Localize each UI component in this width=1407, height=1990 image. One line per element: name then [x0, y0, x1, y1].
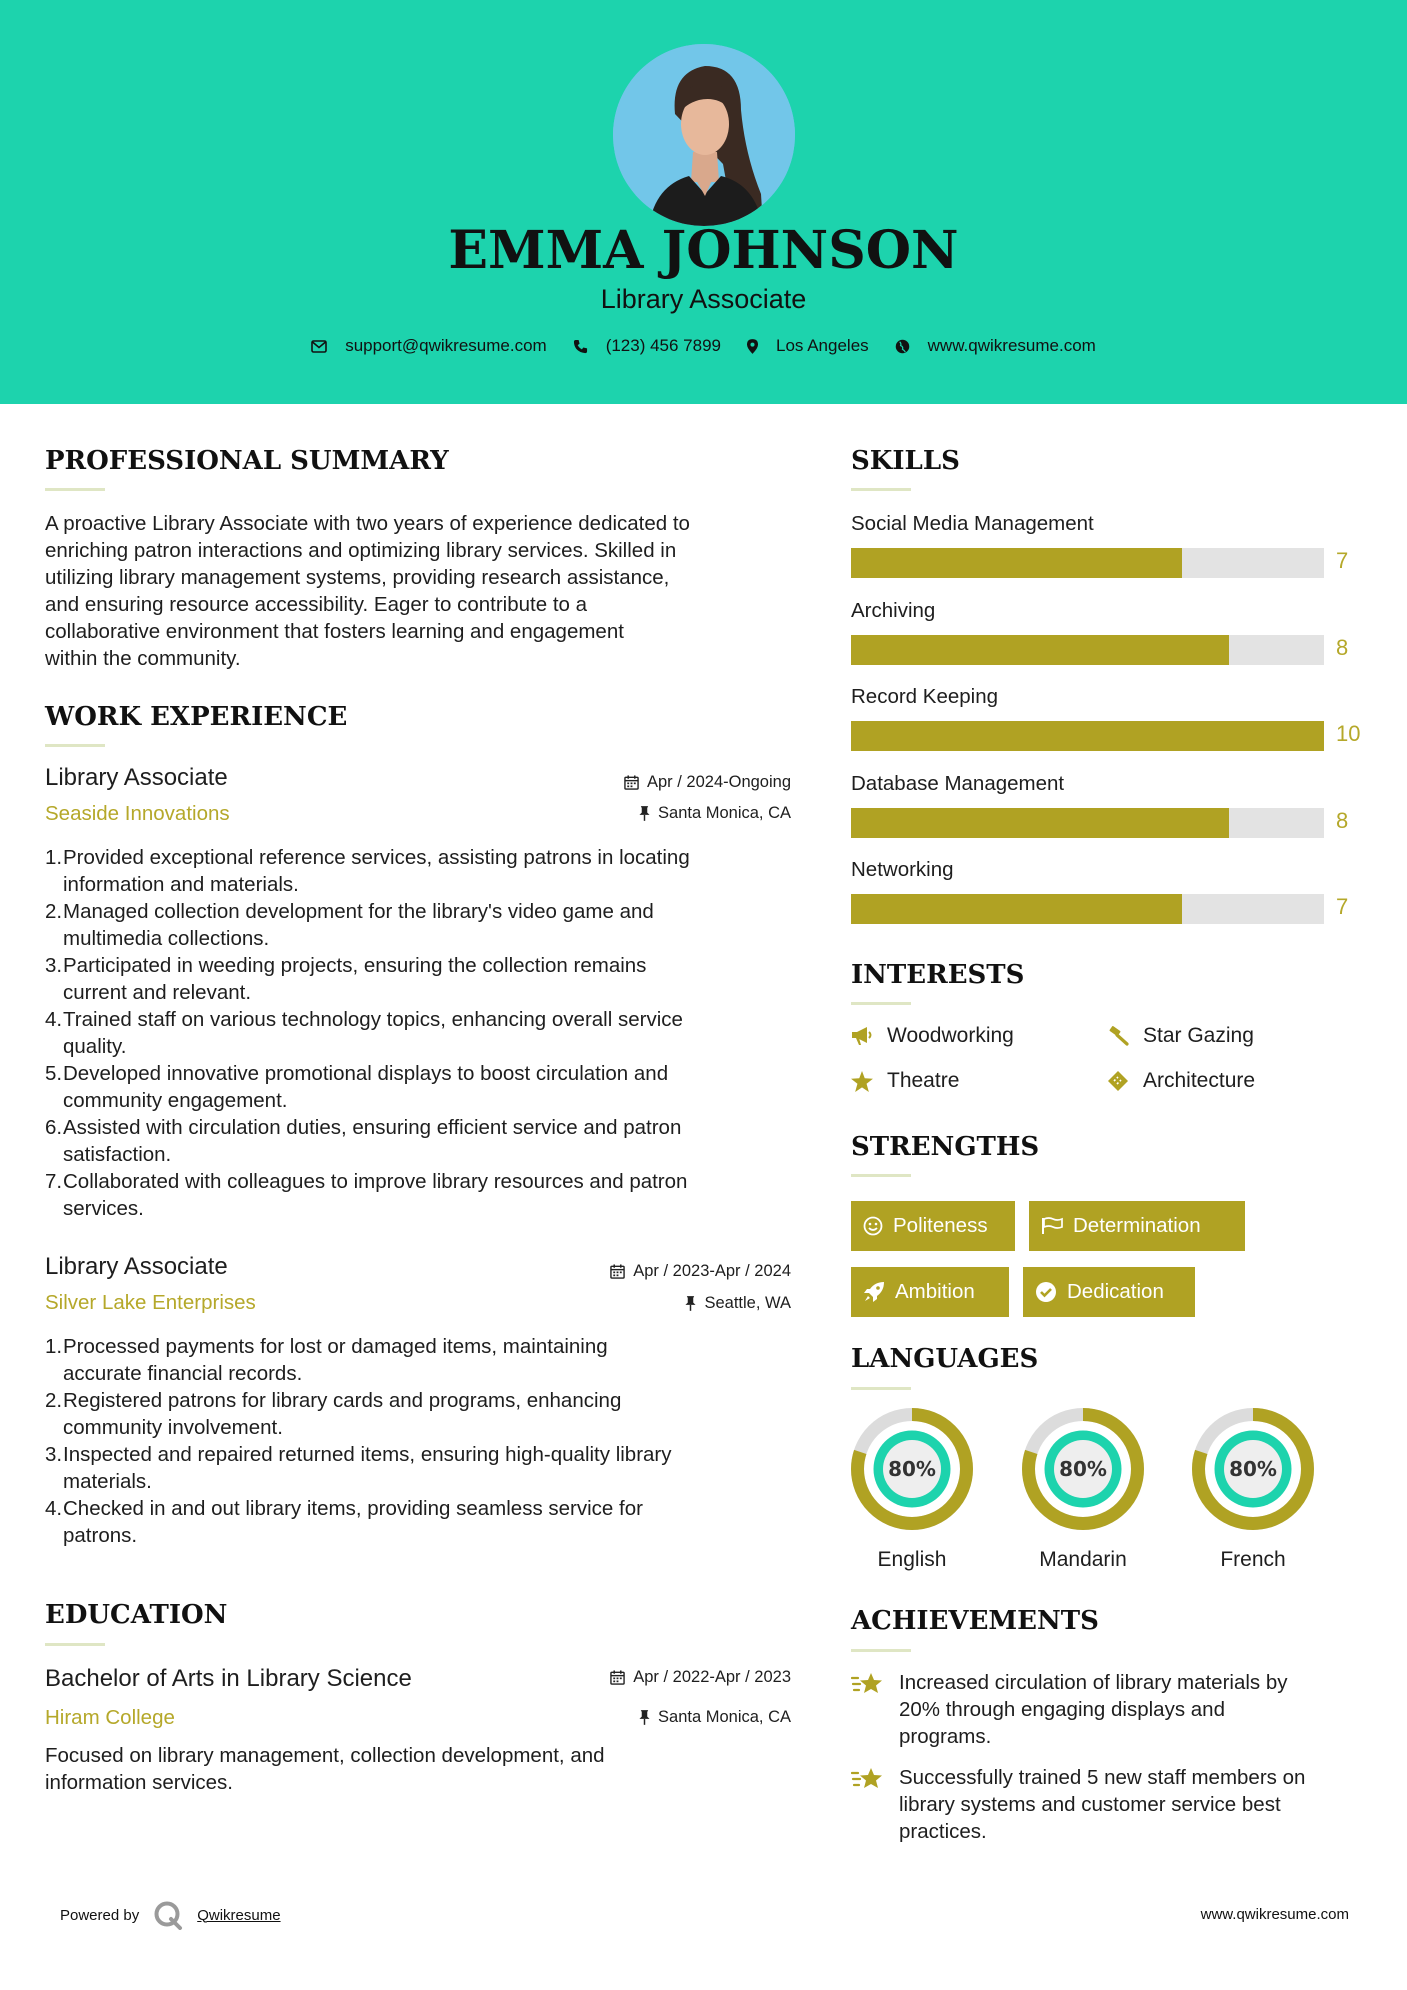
calendar-icon — [624, 775, 639, 790]
strength-label: Dedication — [1067, 1280, 1164, 1303]
summary-line: utilizing library management systems, providing research assistance, — [45, 566, 670, 589]
interest-label: Star Gazing — [1143, 1024, 1254, 1047]
strengths-heading: STRENGTHS — [851, 1132, 1040, 1162]
skill-label: Archiving — [851, 598, 936, 622]
language-donut — [851, 1408, 973, 1530]
strength-chip — [1029, 1201, 1245, 1251]
education-description — [45, 1742, 791, 1796]
skills-heading: SKILLS — [851, 446, 960, 476]
pin-icon — [639, 806, 650, 821]
flag-icon — [1041, 1217, 1063, 1235]
list-item: 3. Participated in weeding projects, ensuring the collection remains current and relevant. — [45, 954, 647, 1004]
degree-title: Bachelor of Arts in Library Science — [45, 1665, 412, 1692]
skill-label: Database Management — [851, 771, 1065, 795]
language-item — [851, 1408, 973, 1571]
list-item: 3. Inspected and repaired returned items, ensuring high-quality library materials. — [45, 1443, 672, 1493]
list-item: 7. Collaborated with colleagues to improve library resources and patron services. — [45, 1170, 688, 1220]
gavel-icon — [1107, 1026, 1129, 1046]
skill-bar-track — [851, 894, 1324, 924]
summary-line: A proactive Library Associate with two years of experience dedicated to — [45, 512, 690, 535]
section-rule — [851, 1649, 911, 1652]
list-item: 1. Processed payments for lost or damaged items, maintaining accurate financial records. — [45, 1335, 608, 1385]
strength-label: Politeness — [893, 1214, 988, 1237]
job-location — [639, 804, 791, 823]
skill-value: 7 — [1336, 548, 1349, 573]
skill-label: Social Media Management — [851, 512, 1094, 535]
company-name: Seaside Innovations — [45, 802, 230, 825]
website-text: www.qwikresume.com — [927, 336, 1096, 355]
section-rule — [851, 1002, 911, 1005]
qwikresume-link[interactable]: Qwikresume — [197, 1906, 281, 1924]
skill-value: 8 — [1336, 807, 1349, 833]
job-bullets — [45, 1333, 791, 1549]
school-name: Hiram College — [45, 1706, 175, 1729]
skill-bar-fill — [851, 894, 1182, 924]
education-heading: EDUCATION — [45, 1600, 228, 1630]
achievement-item — [851, 1669, 1371, 1750]
language-percent: 80% — [1229, 1457, 1277, 1481]
location-text: Seattle, WA — [704, 1294, 791, 1312]
interest-item — [1107, 1024, 1254, 1048]
footer-branding — [60, 1900, 281, 1930]
rocket-icon — [863, 1281, 885, 1303]
section-rule — [851, 488, 911, 491]
list-item: 6. Assisted with circulation duties, ensuring efficient service and patron satisfaction. — [45, 1116, 682, 1166]
language-item — [1192, 1408, 1314, 1571]
language-item — [1022, 1408, 1144, 1571]
skill-value: 8 — [1336, 634, 1349, 660]
phone-icon — [573, 339, 588, 354]
strength-label: Determination — [1073, 1214, 1201, 1237]
job-title: Library Associate — [45, 1253, 228, 1280]
skill-value: 7 — [1336, 894, 1349, 919]
calendar-icon — [610, 1264, 625, 1279]
interest-item — [851, 1024, 1014, 1048]
strength-chip — [851, 1201, 1015, 1251]
bullhorn-icon — [851, 1026, 873, 1046]
language-label: French — [1220, 1548, 1286, 1571]
language-label: English — [877, 1548, 947, 1571]
calendar-icon — [610, 1670, 625, 1685]
map-marker-icon — [747, 339, 758, 354]
contact-website[interactable] — [895, 336, 1096, 356]
section-rule — [851, 1387, 911, 1390]
achievement-text: Increased circulation of library materials by 20% through engaging displays and programs. — [899, 1671, 1288, 1748]
achievement-item — [851, 1764, 1371, 1845]
interest-item — [851, 1069, 959, 1093]
skill-bar-track — [851, 635, 1324, 665]
achievement-text: Successfully trained 5 new staff members on library systems and customer service best practices. — [899, 1766, 1306, 1843]
envelope-icon — [311, 340, 327, 353]
powered-by-text: Powered by — [60, 1906, 140, 1924]
list-item: 4. Trained staff on various technology topics, enhancing overall service quality. — [45, 1008, 683, 1058]
location-text: Santa Monica, CA — [658, 1708, 791, 1726]
skill-label: Networking — [851, 858, 954, 881]
language-donut — [1022, 1408, 1144, 1530]
interest-label: Architecture — [1143, 1069, 1256, 1092]
skill-bar-fill — [851, 635, 1229, 665]
section-rule — [45, 744, 105, 747]
phone-text: (123) 456 7899 — [605, 336, 722, 355]
interests-heading: INTERESTS — [851, 960, 1025, 990]
summary-heading: PROFESSIONAL SUMMARY — [45, 446, 449, 476]
footer-site[interactable]: www.qwikresume.com — [1200, 1906, 1349, 1923]
list-item: 1. Provided exceptional reference services, assisting patrons in locating information and materials. — [45, 846, 690, 896]
summary-line: and ensuring resource accessibility. Eager to contribute to a — [45, 593, 588, 616]
strength-label: Ambition — [895, 1280, 975, 1303]
candidate-role: Library Associate — [600, 284, 807, 314]
summary-line: collaborative environment that fosters learning and engagement — [45, 620, 624, 643]
star-trail-icon — [851, 1669, 885, 1699]
date-text: Apr / 2022-Apr / 2023 — [633, 1668, 791, 1686]
skill-bar-track — [851, 548, 1324, 578]
language-percent: 80% — [888, 1457, 936, 1481]
date-text: Apr / 2024-Ongoing — [646, 773, 791, 791]
skill-value: 10 — [1336, 721, 1361, 746]
date-text: Apr / 2023-Apr / 2024 — [633, 1262, 791, 1280]
contact-bar — [0, 336, 1407, 356]
achievements-heading: ACHIEVEMENTS — [851, 1606, 1099, 1636]
skill-bar-fill — [851, 808, 1229, 838]
strength-chip — [851, 1267, 1009, 1317]
contact-email[interactable] — [311, 336, 547, 356]
summary-text — [45, 510, 791, 672]
section-rule — [851, 1174, 911, 1177]
summary-line: enriching patron interactions and optimizing library services. Skilled in — [45, 539, 677, 562]
email-text: support@qwikresume.com — [345, 336, 547, 355]
profile-photo — [613, 44, 795, 226]
job-date — [624, 773, 791, 792]
pin-icon — [685, 1296, 696, 1311]
experience-heading: WORK EXPERIENCE — [45, 702, 348, 732]
skill-bar-track — [851, 808, 1324, 838]
location-text: Santa Monica, CA — [658, 804, 791, 822]
language-percent: 80% — [1059, 1457, 1107, 1481]
check-circle-icon — [1035, 1281, 1057, 1303]
pin-icon — [639, 1710, 650, 1725]
header-banner — [0, 0, 1407, 404]
company-name: Silver Lake Enterprises — [45, 1291, 256, 1314]
location-text: Los Angeles — [776, 336, 869, 355]
list-item: 2. Registered patrons for library cards and programs, enhancing community involvement. — [45, 1389, 622, 1439]
smile-icon — [863, 1216, 883, 1236]
skill-bar-fill — [851, 548, 1182, 578]
summary-line: within the community. — [45, 647, 241, 670]
contact-phone[interactable] — [573, 336, 721, 356]
strength-chip — [1023, 1267, 1195, 1317]
contact-location — [747, 336, 869, 356]
job-date — [610, 1262, 791, 1281]
interest-item — [1107, 1069, 1255, 1093]
education-line: Focused on library management, collection development, and — [45, 1744, 605, 1767]
skill-bar-fill — [851, 721, 1324, 751]
list-item: 5. Developed innovative promotional displays to boost circulation and community engagement. — [45, 1062, 669, 1112]
skill-label: Record Keeping — [851, 685, 999, 708]
skill-bar-track — [851, 721, 1324, 751]
list-item: 2. Managed collection development for the library's video game and multimedia collections. — [45, 900, 654, 950]
star-trail-icon — [851, 1764, 885, 1794]
job-bullets — [45, 844, 791, 1222]
ticket-icon — [1107, 1070, 1129, 1092]
job-location — [685, 1294, 791, 1313]
language-label: Mandarin — [1039, 1548, 1127, 1571]
language-donut — [1192, 1408, 1314, 1530]
candidate-name: EMMA JOHNSON — [448, 220, 959, 281]
job-title: Library Associate — [45, 764, 228, 791]
languages-heading: LANGUAGES — [851, 1344, 1039, 1374]
list-item: 4. Checked in and out library items, providing seamless service for patrons. — [45, 1497, 643, 1547]
section-rule — [45, 488, 105, 491]
star-icon — [851, 1071, 873, 1092]
globe-icon — [895, 339, 910, 354]
interest-label: Woodworking — [887, 1024, 1014, 1047]
section-rule — [45, 1643, 105, 1646]
interest-label: Theatre — [887, 1069, 960, 1092]
education-location — [639, 1708, 791, 1727]
education-line: information services. — [45, 1771, 233, 1794]
education-date — [610, 1668, 791, 1687]
qwikresume-logo-icon — [153, 1900, 183, 1930]
